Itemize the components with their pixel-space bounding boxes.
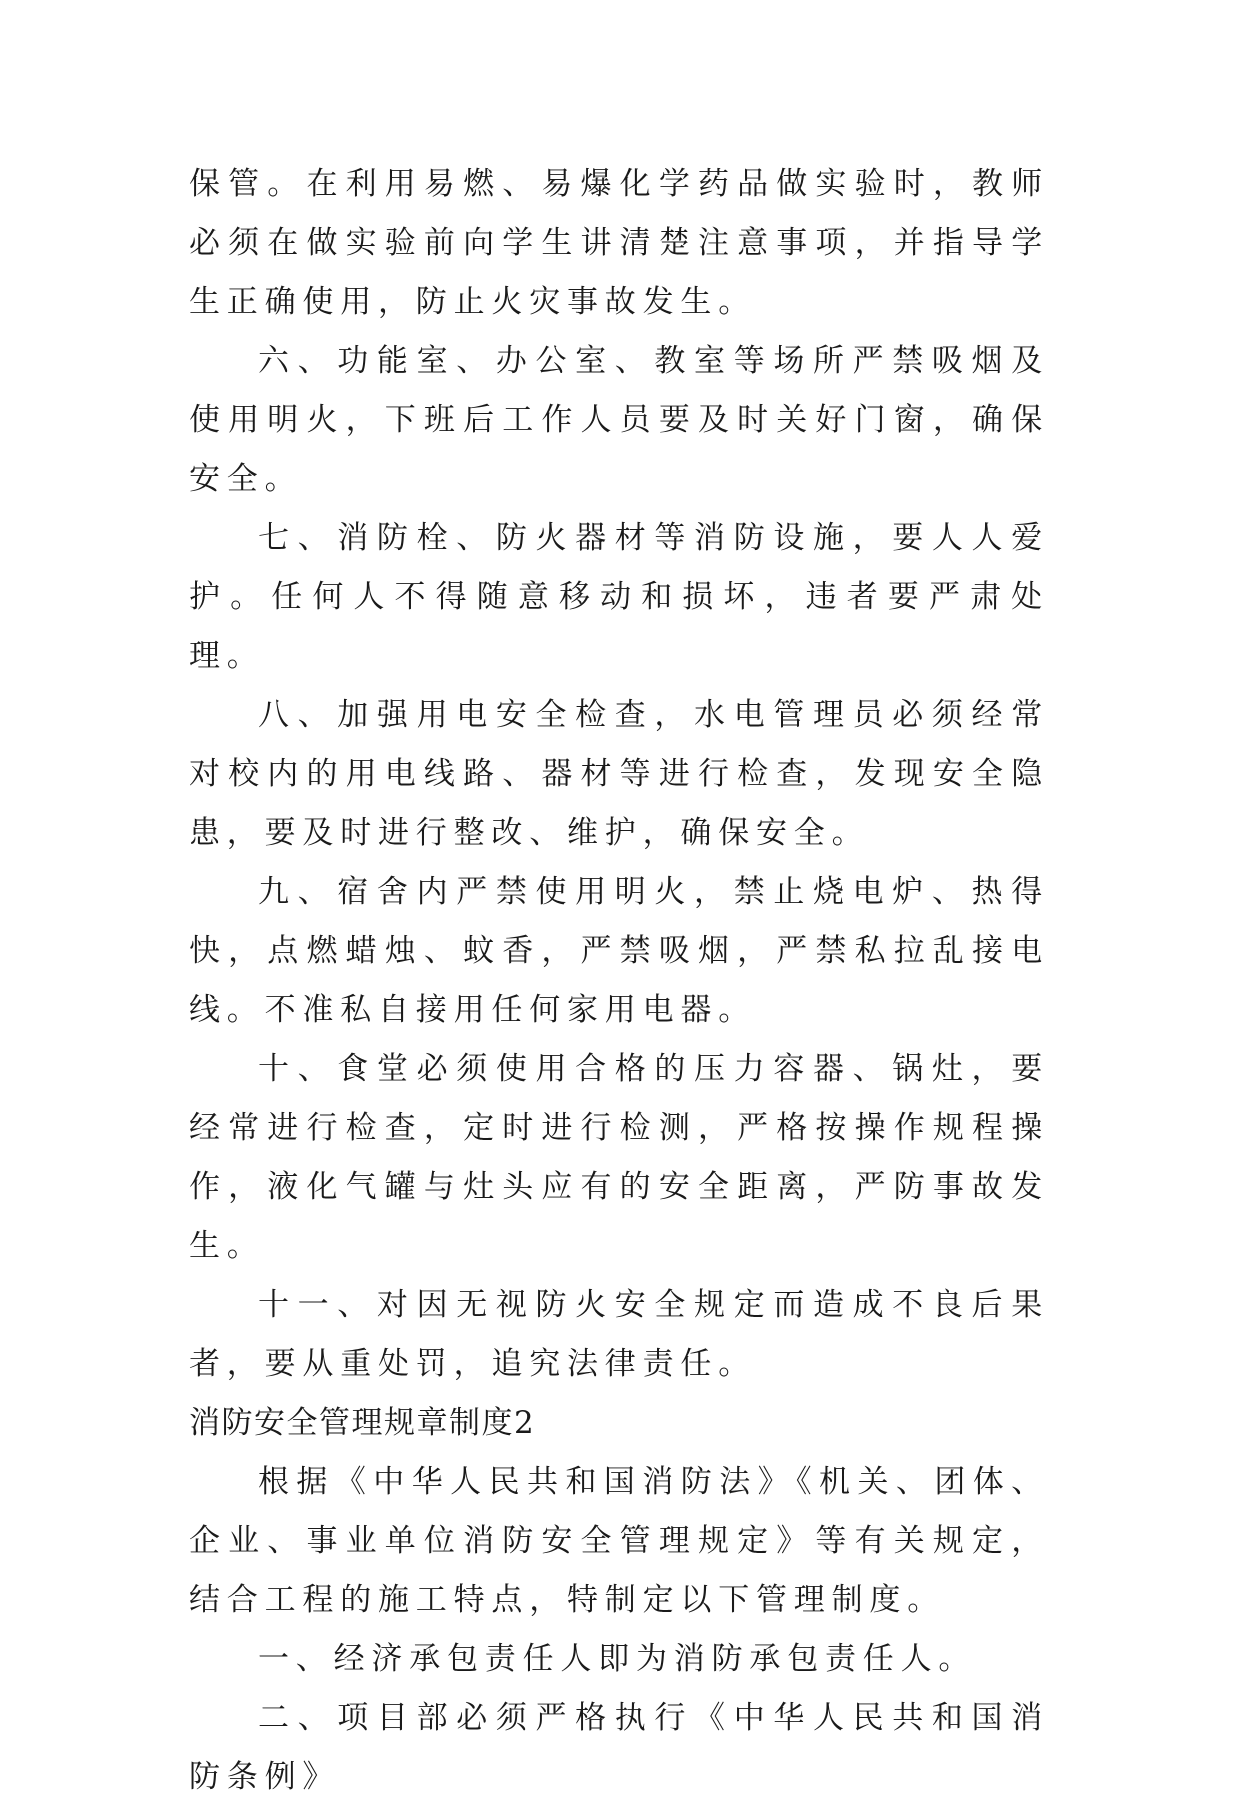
paragraph-intro: 根据《中华人民共和国消防法》《机关、团体、企业、事业单位消防安全管理规定》等有关规定，结合工程的施工特点，特制定以下管理制度。 bbox=[189, 1464, 1049, 1618]
paragraph-item-6: 六、功能室、办公室、教室等场所严禁吸烟及使用明火，下班后工作人员要及时关好门窗，确保安全。 bbox=[189, 343, 1049, 497]
section-heading: 消防安全管理规章制度2 bbox=[189, 1405, 536, 1441]
paragraph-item-10: 十、食堂必须使用合格的压力容器、锅灶，要经常进行检查，定时进行检测，严格按操作规程操作，液化气罐与灶头应有的安全距离，严防事故发生。 bbox=[189, 1051, 1049, 1264]
document-body bbox=[189, 155, 1049, 1807]
paragraph-item-8: 八、加强用电安全检查，水电管理员必须经常对校内的用电线路、器材等进行检查，发现安全隐患，要及时进行整改、维护，确保安全。 bbox=[189, 697, 1049, 851]
paragraph-continuation: 保管。在利用易燃、易爆化学药品做实验时，教师必须在做实验前向学生讲清楚注意事项，并指导学生正确使用，防止火灾事故发生。 bbox=[189, 166, 1049, 320]
paragraph-item-2: 二、项目部必须严格执行《中华人民共和国消防条例》 bbox=[189, 1700, 1049, 1795]
paragraph-item-11: 十一、对因无视防火安全规定而造成不良后果者，要从重处罚，追究法律责任。 bbox=[189, 1287, 1049, 1382]
paragraph-item-7: 七、消防栓、防火器材等消防设施，要人人爱护。任何人不得随意移动和损坏，违者要严肃处理。 bbox=[189, 520, 1049, 674]
paragraph-item-1: 一、经济承包责任人即为消防承包责任人。 bbox=[258, 1641, 977, 1677]
paragraph-item-9: 九、宿舍内严禁使用明火，禁止烧电炉、热得快，点燃蜡烛、蚊香，严禁吸烟，严禁私拉乱接电线。不准私自接用任何家用电器。 bbox=[189, 874, 1049, 1028]
